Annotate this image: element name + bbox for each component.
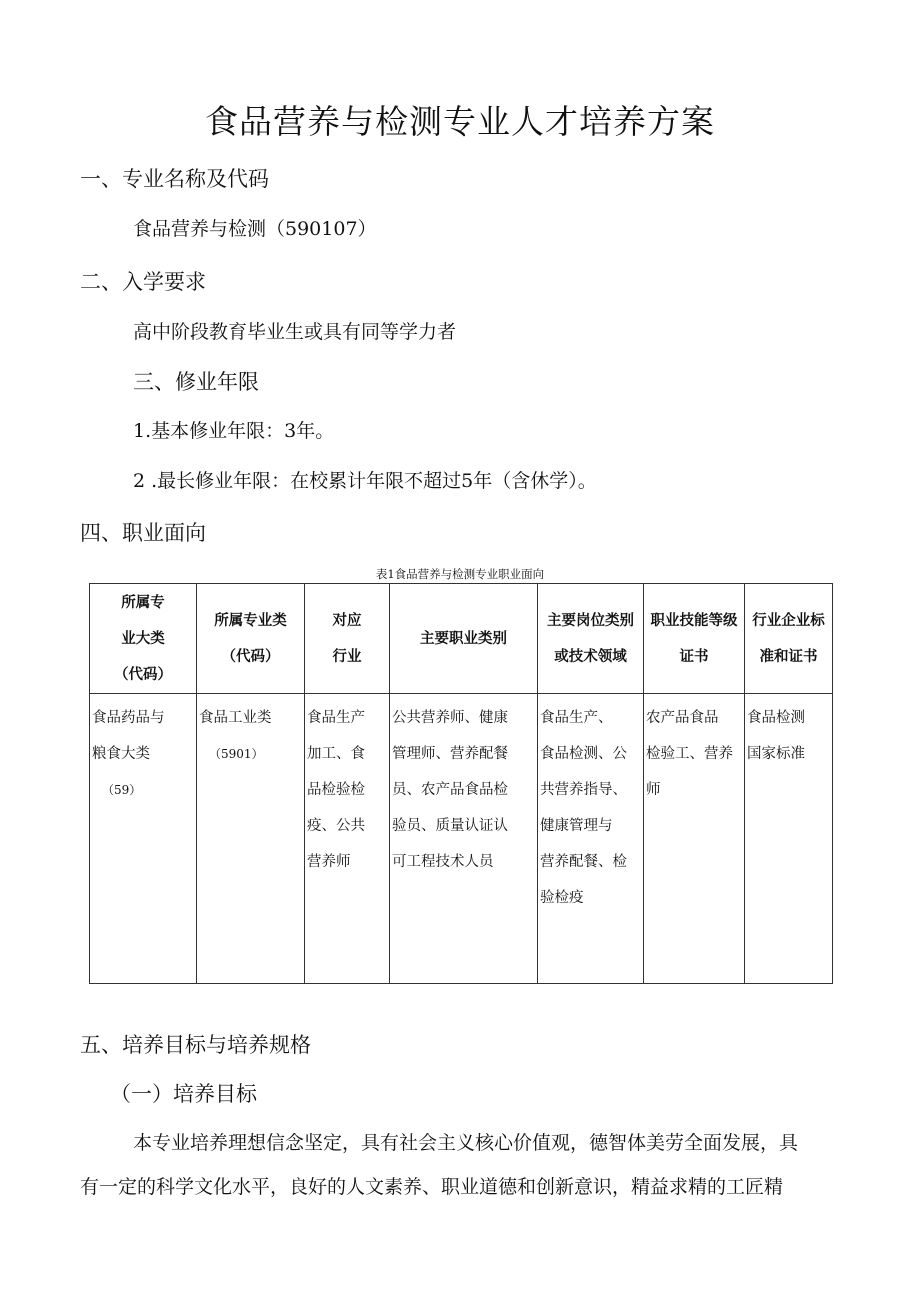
header-position: [538, 584, 644, 694]
header-line: 行业企业标: [752, 612, 825, 629]
cell-line: 可工程技术人员: [392, 854, 494, 870]
cell-line: 食品生产: [307, 710, 365, 726]
section-3-item-1: 1.基本修业年限：3年。: [133, 420, 335, 442]
cell-line: 健康管理与: [540, 818, 613, 834]
cell-class: [197, 694, 305, 984]
cell-line: 品检验检: [307, 782, 365, 798]
cell-line: 食品工业类: [199, 710, 272, 726]
cell-line: 食品检测: [747, 710, 805, 726]
header-line: 所属专业类: [214, 612, 287, 629]
header-occupation: [390, 584, 538, 694]
header-line: 对应: [332, 612, 362, 629]
header-line: 业大类: [121, 630, 165, 647]
occupation-table: [89, 583, 833, 984]
header-line: 准和证书: [759, 648, 818, 665]
header-line: 所属专: [121, 594, 165, 611]
cell-line: 粮食大类: [92, 746, 150, 762]
cell-line: 检验工、营养: [646, 746, 733, 762]
section-5-subheading: （一）培养目标: [110, 1082, 257, 1106]
section-1-text: 食品营养与检测（590107）: [133, 218, 377, 240]
table-header-row: [90, 584, 833, 694]
cell-line: 验检疫: [540, 890, 584, 906]
cell-line: （5901）: [209, 747, 264, 761]
section-3-heading: 三、修业年限: [133, 370, 259, 394]
section-5-paragraph-line-2: 有一定的科学文化水平，良好的人文素养、职业道德和创新意识，精益求精的工匠精: [80, 1176, 784, 1198]
section-5-paragraph-line-1: 本专业培养理想信念坚定，具有社会主义核心价值观，德智体美劳全面发展，具: [133, 1132, 799, 1154]
cell-line: 验员、质量认证认: [392, 818, 508, 834]
cell-line: 营养配餐、检: [540, 854, 627, 870]
page-title: 食品营养与检测专业人才培养方案: [205, 102, 715, 141]
cell-occupation: [390, 694, 538, 984]
cell-line: 食品药品与: [92, 710, 165, 726]
header-class: [197, 584, 305, 694]
cell-line: 师: [646, 782, 661, 798]
cell-line: 加工、食: [307, 746, 365, 762]
cell-line: 农产品食品: [646, 710, 719, 726]
header-category: [90, 584, 197, 694]
section-3-item-2: 2 .最长修业年限：在校累计年限不超过5年（含休学）。: [133, 470, 597, 492]
header-line: 行业: [332, 648, 362, 665]
header-line: 主要职业类别: [420, 630, 507, 647]
cell-skill-cert: [644, 694, 745, 984]
header-standard: [745, 584, 833, 694]
header-line: （代码）: [221, 648, 280, 665]
section-4-heading: 四、职业面向: [80, 521, 206, 545]
section-1-heading: 一、专业名称及代码: [80, 167, 269, 191]
cell-line: 食品生产、: [540, 710, 613, 726]
cell-line: 公共营养师、健康: [392, 710, 508, 726]
cell-industry: [305, 694, 390, 984]
cell-position: [538, 694, 644, 984]
section-2-text: 高中阶段教育毕业生或具有同等学力者: [133, 321, 457, 343]
cell-line: 管理师、营养配餐: [392, 746, 508, 762]
cell-line: 国家标准: [747, 746, 805, 762]
cell-line: 共营养指导、: [540, 782, 627, 798]
header-line: 职业技能等级: [650, 612, 738, 629]
header-industry: [305, 584, 390, 694]
header-line: （代码）: [114, 666, 172, 683]
cell-line: 员、农产品食品检: [392, 782, 508, 798]
cell-line: 疫、公共: [307, 818, 365, 834]
section-2-heading: 二、入学要求: [80, 270, 206, 294]
header-line: 主要岗位类别: [547, 612, 634, 629]
table-caption: 表1食品营养与检测专业职业面向: [375, 567, 545, 581]
cell-standard: [745, 694, 833, 984]
header-line: 证书: [679, 648, 709, 665]
header-line: 或技术领域: [554, 648, 627, 665]
section-5-heading: 五、培养目标与培养规格: [80, 1033, 311, 1057]
cell-line: 食品检测、公: [540, 746, 627, 762]
table-row: [90, 694, 833, 984]
header-skill-cert: [644, 584, 745, 694]
cell-line: （59）: [102, 783, 142, 797]
cell-category: [90, 694, 197, 984]
cell-line: 营养师: [307, 854, 351, 870]
